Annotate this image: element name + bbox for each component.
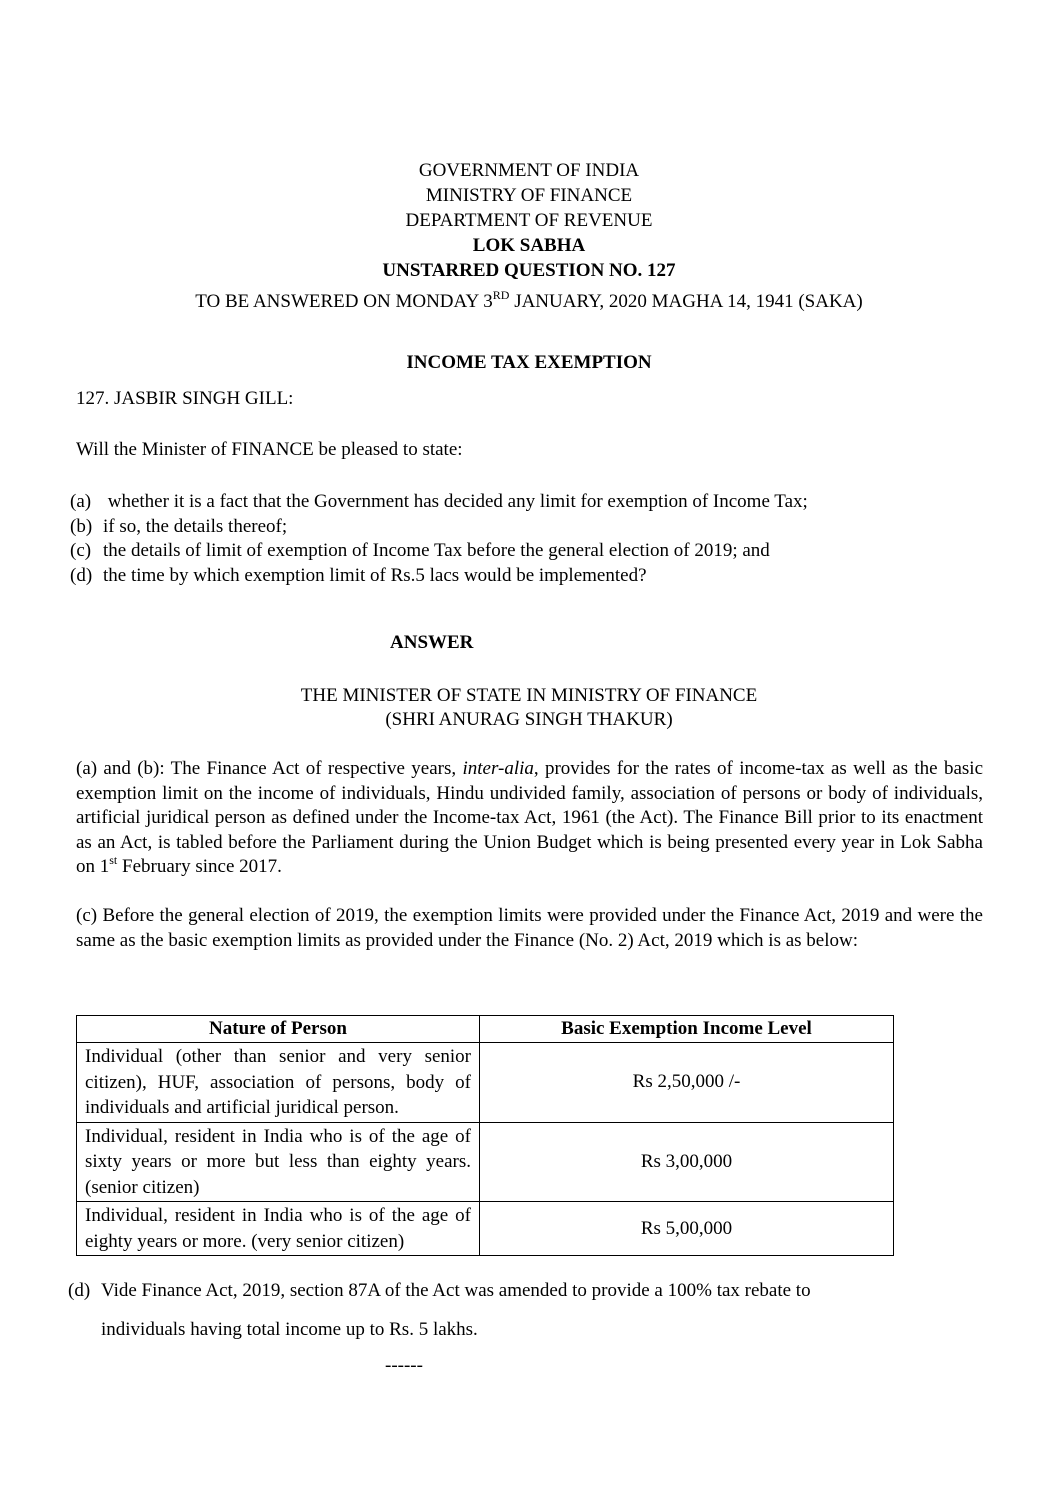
question-text: the details of limit of exemption of Income Tax before the general election of 2019; and (103, 540, 770, 561)
table-row (77, 1122, 894, 1202)
question-item (68, 515, 968, 540)
question-label: (c) (70, 540, 92, 561)
level-cell: Rs 2,50,000 /- (480, 1043, 894, 1123)
questioner: 127. JASBIR SINGH GILL: (76, 388, 294, 409)
answer-d-line2: individuals having total income up to Rs. 5 lakhs. (101, 1319, 478, 1340)
exemption-table (76, 1015, 894, 1256)
question-label: (d) (70, 564, 93, 586)
answer-date-suffix: JANUARY, 2020 MAGHA 14, 1941 (SAKA) (509, 291, 863, 312)
answer-date (0, 290, 1058, 314)
question-text: the time by which exemption limit of Rs.5 lacs would be implemented? (103, 564, 647, 586)
header-house: LOK SABHA (472, 235, 586, 256)
question-text: if so, the details thereof; (103, 515, 288, 537)
answer-d-text-1: Vide Finance Act, 2019, section 87A of the Act was amended to provide a 100% tax rebate to (101, 1280, 811, 1301)
header-question-number: UNSTARRED QUESTION NO. 127 (382, 260, 676, 281)
answer-ab-superscript: st (109, 853, 118, 867)
minister-title: THE MINISTER OF STATE IN MINISTRY OF FINANCE (300, 685, 758, 706)
question-text: whether it is a fact that the Government has decided any limit for exemption of Income Tax; (103, 491, 808, 512)
question-label: (b) (70, 515, 93, 537)
question-item (68, 539, 968, 564)
nature-cell: Individual, resident in India who is of the age of sixty years or more but less than eighty years. (senior citizen) (77, 1122, 480, 1202)
question-item (68, 564, 968, 589)
level-cell: Rs 5,00,000 (480, 1202, 894, 1256)
answer-ab-text-3: February since 2017. (117, 856, 282, 877)
nature-cell: Individual, resident in India who is of the age of eighty years or more. (very senior citizen) (77, 1202, 480, 1256)
question-intro: Will the Minister of FINANCE be pleased to state: (76, 439, 463, 460)
answer-d-label: (d) (68, 1280, 91, 1301)
end-mark: ------ (385, 1355, 423, 1376)
subject-heading: INCOME TAX EXEMPTION (406, 352, 652, 373)
question-item (68, 490, 968, 515)
header-government: GOVERNMENT OF INDIA (418, 160, 640, 181)
answer-d-line1 (68, 1279, 811, 1303)
nature-cell: Individual (other than senior and very senior citizen), HUF, association of persons, body of individuals and artificial juridical person. (77, 1043, 480, 1123)
header-department: DEPARTMENT OF REVENUE (405, 210, 653, 231)
column-header-level: Basic Exemption Income Level (480, 1016, 894, 1043)
question-list (68, 490, 968, 588)
table-row (77, 1043, 894, 1123)
header-ministry: MINISTRY OF FINANCE (425, 185, 633, 206)
answer-heading: ANSWER (390, 632, 474, 653)
header-block (0, 158, 1058, 283)
answer-date-superscript: RD (492, 288, 510, 302)
answer-a-b (76, 757, 983, 880)
answer-ab-italic: inter-alia (462, 758, 534, 779)
level-cell: Rs 3,00,000 (480, 1122, 894, 1202)
answer-c: (c) Before the general election of 2019, the exemption limits were provided under the Finance Act, 2019 and were the same as the basic exemption limits as provided under the Finance (No. 2) Act, 2019 which is as below: (76, 905, 983, 951)
column-header-nature: Nature of Person (77, 1016, 480, 1043)
answer-ab-text-1: (a) and (b): The Finance Act of respective years, (76, 758, 463, 779)
table-header-row (77, 1016, 894, 1043)
minister-name: (SHRI ANURAG SINGH THAKUR) (385, 709, 673, 730)
answer-ab-text-2: , provides for the rates of income-tax as well as the basic exemption limit on the income of individuals, Hindu undivided family, association of persons or body of individuals, artificial juridical person as defined under the Income-tax Act, 1961 (the Act). The Finance Bill prior to its enactment as an Act, is tabled before the Parliament during the Union Budget which is being presented every year in Lok Sabha on 1 (76, 758, 984, 877)
table-row (77, 1202, 894, 1256)
question-label: (a) (70, 491, 92, 512)
answer-date-prefix: TO BE ANSWERED ON MONDAY 3 (195, 291, 493, 312)
